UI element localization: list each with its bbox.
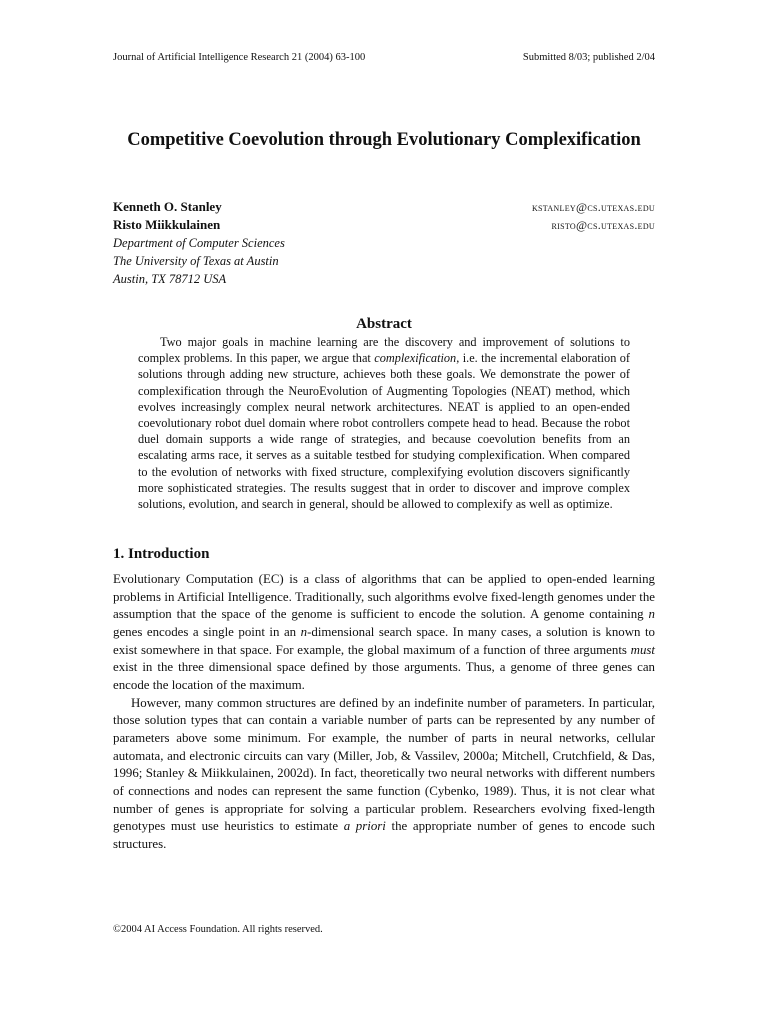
paragraph: However, many common structures are defined by an indefinite number of parameters. In particular, those solution types that can contain a variable number of parts can be represented by any number of parameters above some minimum. For example, the number of parts in neural networks, cellular automata, and electronic circuits can vary (Miller, Job, & Vassilev, 2000a; Mitchell, Crutchfield, & Das, 1996; Stanley & Miikkulainen, 2002d). In fact, theoretically two neural networks with different numbers of connections and nodes can represent the same function (Cybenko, 1989). Thus, it is not clear what number of genes is appropriate for solving a particular problem. Researchers evolving fixed-length genotypes must use heuristics to estimate a priori the appropriate number of genes to encode such structures. [113, 695, 655, 851]
author-name: Risto Miikkulainen [113, 217, 221, 232]
running-header [113, 52, 655, 64]
paper-title: Competitive Coevolution through Evolutionary Complexification [127, 130, 641, 150]
author-block [113, 198, 655, 288]
section-heading: 1. Introduction [113, 546, 210, 562]
author-email: risto@cs.utexas.edu [551, 218, 655, 232]
author-row [113, 216, 655, 234]
abstract-text: Two major goals in machine learning are the discovery and improvement of solutions to complex problems. In this paper, we argue that complexification, i.e. the incremental elaboration of solutions through adding new structure, achieves both these goals. We demonstrate the power of complexification through the NeuroEvolution of Augmenting Topologies (NEAT) method, which evolves increasingly complex neural network architectures. NEAT is applied to an open-ended coevolutionary robot duel domain where robot controllers compete head to head. Because the robot duel domain supports a wide range of strategies, and because coevolution benefits from an escalating arms race, it serves as a suitable testbed for studying complexification. When compared to the evolution of networks with fixed structure, complexifying evolution discovers significantly more sophisticated strategies. The results suggest that in order to discover and improve complex solutions, evolution, and search in general, should be allowed to complexify as well as optimize. [138, 335, 630, 512]
affiliation-department: Department of Computer Sciences [113, 236, 285, 250]
paragraph: Evolutionary Computation (EC) is a class of algorithms that can be applied to open-ended learning problems in Artificial Intelligence. Traditionally, such algorithms evolve fixed-length genomes under the assumption that the space of the genome is sufficient to encode the solution. A genome containing n genes encodes a single point in an n-dimensional search space. In many cases, a solution is known to exist somewhere in that space. For example, the global maximum of a function of three arguments must exist in the three dimensional space defined by those arguments. Thus, a genome of three genes can encode the location of the maximum. [113, 572, 655, 692]
section-body [113, 571, 655, 854]
author-row [113, 198, 655, 216]
affiliation-address: Austin, TX 78712 USA [113, 272, 227, 286]
author-email: kstanley@cs.utexas.edu [531, 200, 655, 214]
author-name: Kenneth O. Stanley [113, 199, 222, 214]
affiliation-university: The University of Texas at Austin [113, 254, 279, 268]
abstract-heading: Abstract [356, 316, 412, 332]
copyright-footer: ©2004 AI Access Foundation. All rights reserved. [113, 924, 323, 935]
submission-dates: Submitted 8/03; published 2/04 [522, 52, 655, 63]
emphasis-term: complexification [374, 351, 457, 366]
journal-citation: Journal of Artificial Intelligence Research 21 (2004) 63-100 [113, 52, 366, 63]
